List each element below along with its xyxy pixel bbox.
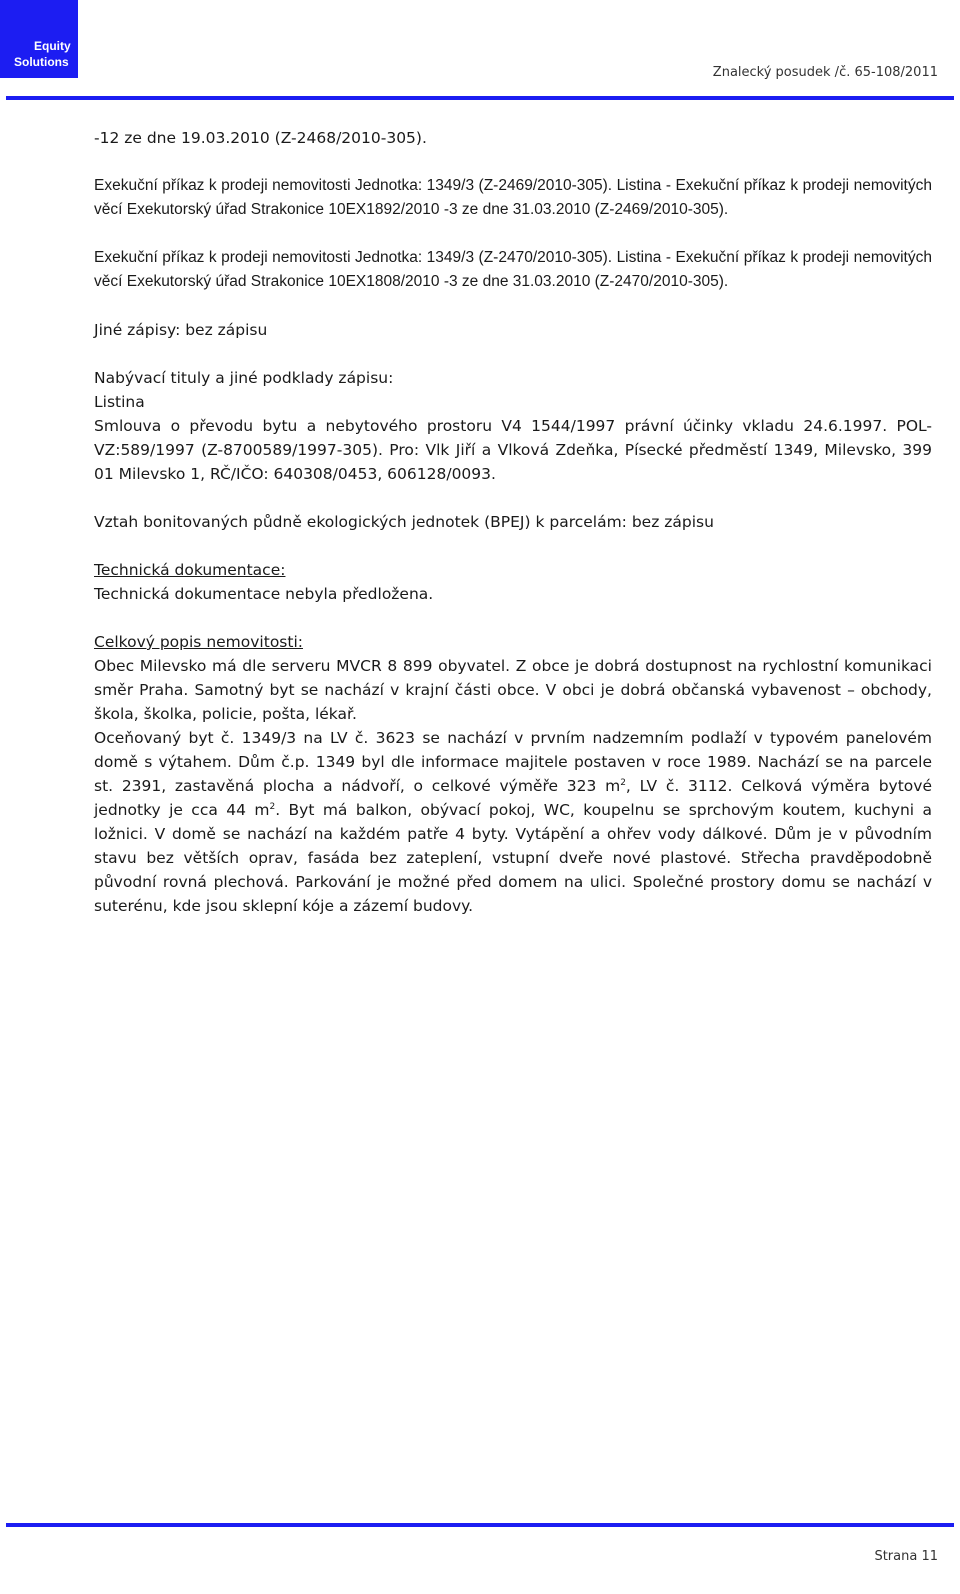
superscript-2: 2	[620, 777, 626, 788]
logo-line-2: Solutions	[14, 55, 69, 69]
entry-jine-zapisy: Jiné zápisy: bez zápisu	[94, 321, 268, 339]
popis-text-c: . Byt má balkon, obývací pokoj, WC, koupelnu se sprchovým koutem, kuchyni a ložnici. V domě se nachází na každém patře 4 byty. Vytápění a ohřev vody dálkové. Dům je v původním stavu bez větších oprav, fasáda bez zateplení, vstupní dveře nové plastové. Střecha pravděpodobně původní rovná plechová. Parkování je možné před domem na ulici. Společné prostory domu se nachází v suterénu, kde jsou sklepní kóje a zázemí budovy.	[94, 801, 932, 915]
celkovy-popis-paragraph-1: Obec Milevsko má dle serveru MVCR 8 899 obyvatel. Z obce je dobrá dostupnost na rychlostní komunikaci směr Praha. Samotný byt se nachází v krajní části obce. V obci je dobrá občanská vybavenost – obchody, škola, školka, policie, pošta, lékař.	[94, 657, 932, 723]
nabyvaci-tituly-heading: Nabývací tituly a jiné podklady zápisu:	[94, 369, 394, 387]
nabyvaci-tituly-listina: Listina	[94, 393, 145, 411]
technicka-dokumentace-heading: Technická dokumentace:	[94, 561, 286, 579]
header-divider	[6, 96, 954, 100]
technicka-dokumentace-text: Technická dokumentace nebyla předložena.	[94, 585, 434, 603]
document-reference: Znalecký posudek /č. 65-108/2011	[712, 65, 938, 80]
popis-text-a: Oceňovaný byt č. 1349/3 na LV č. 3623 se nachází v prvním nadzemním podlaží v typovém panelovém domě s výtahem. Dům č.p. 1349 byl dle informace majitele postaven v roce 1989. Nachází se na parcele st. 2391, zastavěná plocha a nádvoří, o celkové výměře 323 m	[94, 729, 932, 795]
nabyvaci-tituly-smlouva: Smlouva o převodu bytu a nebytového prostoru V4 1544/1997 právní účinky vkladu 24.6.1997. POL-VZ:589/1997 (Z-8700589/1997-305). Pro: Vlk Jiří a Vlková Zdeňka, Písecké předměstí 1349, Milevsko, 399 01 Milevsko 1, RČ/IČO: 640308/0453, 606128/0093.	[94, 417, 932, 483]
entry-continuation: -12 ze dne 19.03.2010 (Z-2468/2010-305).	[94, 129, 427, 147]
equity-solutions-logo	[0, 0, 78, 78]
entry-bpej: Vztah bonitovaných půdně ekologických jednotek (BPEJ) k parcelám: bez zápisu	[94, 513, 714, 531]
page-body	[94, 126, 932, 942]
superscript-2: 2	[269, 801, 276, 812]
section-celkovy-popis-heading	[94, 630, 932, 654]
section-technicka-dokumentace	[94, 558, 932, 606]
entry-exekucni-prikaz-2: Exekuční příkaz k prodeji nemovitosti Jednotka: 1349/3 (Z-2470/2010-305). Listina - Exekuční příkaz k prodeji nemovitých věcí Exekutorský úřad Strakonice 10EX1808/2010 -3 ze dne 31.03.2010 (Z-2470/2010-305).	[94, 249, 932, 290]
page-number: Strana 11	[874, 1549, 938, 1564]
logo-line-1: Equity	[34, 39, 71, 53]
popis-text-b: , LV č. 3112. Celková výměra bytové jednotky je cca 44 m	[94, 777, 932, 819]
entry-nabyvaci-tituly	[94, 366, 932, 486]
entry-exekucni-prikaz-1: Exekuční příkaz k prodeji nemovitosti Jednotka: 1349/3 (Z-2469/2010-305). Listina - Exekuční příkaz k prodeji nemovitých věcí Exekutorský úřad Strakonice 10EX1892/2010 -3 ze dne 31.03.2010 (Z-2469/2010-305).	[94, 177, 932, 218]
footer-divider	[6, 1523, 954, 1527]
celkovy-popis-heading: Celkový popis nemovitosti:	[94, 633, 303, 651]
celkovy-popis-paragraph-2	[94, 726, 932, 918]
